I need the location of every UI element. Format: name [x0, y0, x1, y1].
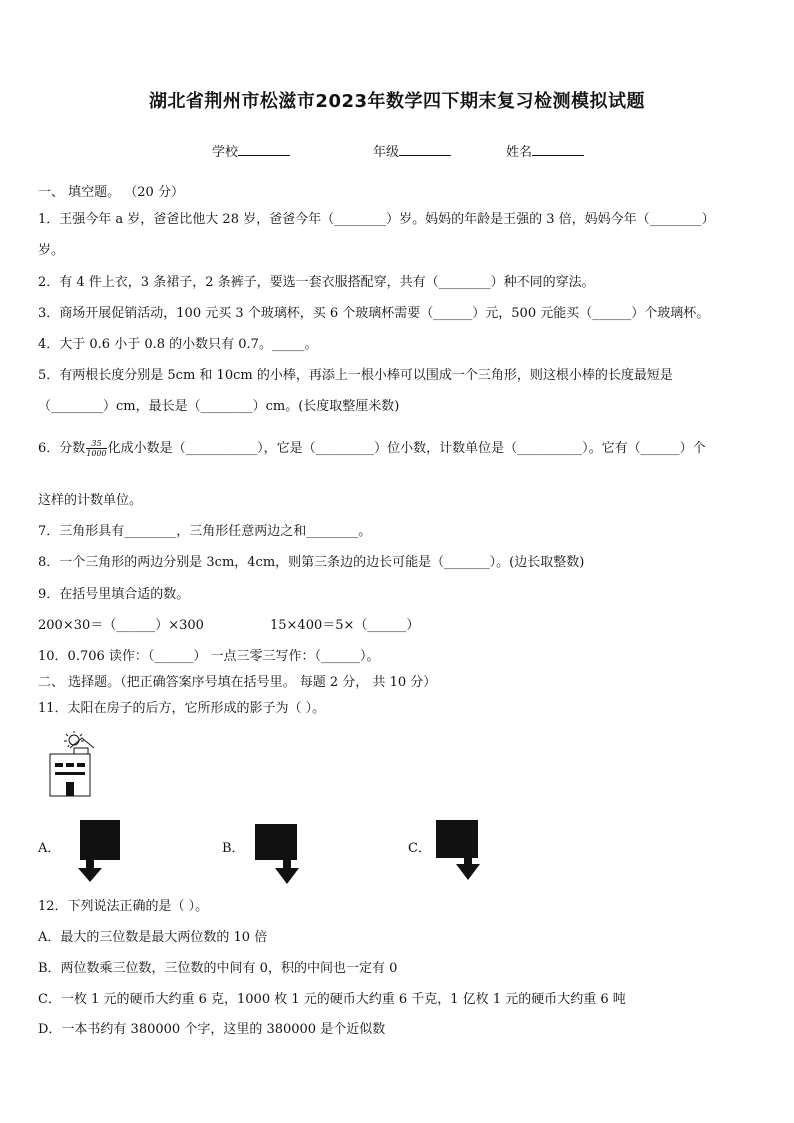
question-11: 11．太阳在房子的后方，它所形成的影子为（ ）。	[38, 701, 326, 716]
option-b-label: B．	[222, 841, 245, 856]
question-9-left: 200×30＝（______）×300	[38, 618, 204, 633]
question-12-option-c[interactable]: C．一枚 1 元的硬币大约重 6 克，1000 枚 1 元的硬币大约重 6 千克，1 亿枚 1 元的硬币大约重 6 吨	[38, 992, 626, 1007]
question-12-option-b[interactable]: B．两位数乘三位数，三位数的中间有 0，积的中间也一定有 0	[38, 961, 398, 976]
name-blank[interactable]	[532, 143, 584, 156]
option-c-label: C．	[408, 841, 431, 856]
school-label: 学校	[212, 145, 239, 160]
shadow-option-a[interactable]	[76, 818, 126, 884]
question-1-cont: 岁。	[38, 243, 65, 258]
fill-section-header: 一、 填空题。 （20 分）	[38, 185, 184, 200]
shadow-option-c[interactable]	[434, 818, 484, 884]
option-a-label: A．	[38, 841, 61, 856]
fraction	[86, 439, 106, 458]
question-1: 1．王强今年 a 岁，爸爸比他大 28 岁，爸爸今年（________）岁。妈妈的年龄是王强的 3 倍，妈妈今年（________）	[38, 212, 715, 227]
question-12: 12．下列说法正确的是（ ）。	[38, 899, 209, 914]
grade-label: 年级	[373, 145, 400, 160]
question-9-right: 15×400＝5×（______）	[270, 618, 420, 633]
question-5: 5．有两根长度分别是 5cm 和 10cm 的小棒，再添上一根小棒可以围成一个三角形，则这根小棒的长度最短是	[38, 368, 673, 383]
question-8: 8．一个三角形的两边分别是 3cm，4cm，则第三条边的边长可能是（_______）。(边长取整数)	[38, 555, 585, 570]
school-blank[interactable]	[238, 143, 290, 156]
question-2: 2．有 4 件上衣，3 条裙子，2 条裤子，要选一套衣服搭配穿，共有（________）种不同的穿法。	[38, 275, 595, 290]
question-4: 4．大于 0.6 小于 0.8 的小数只有 0.7。_____。	[38, 337, 318, 352]
question-6	[38, 437, 706, 458]
fraction-numerator: 35	[86, 439, 106, 449]
page-title: 湖北省荆州市松滋市2023年数学四下期末复习检测模拟试题	[148, 91, 646, 112]
grade-blank[interactable]	[399, 143, 451, 156]
grade-field	[373, 141, 451, 160]
question-9: 9．在括号里填合适的数。	[38, 587, 190, 602]
question-12-option-d[interactable]: D．一本书约有 380000 个字，这里的 380000 是个近似数	[38, 1022, 386, 1037]
question-5-cont: （________）cm，最长是（________）cm。(长度取整厘米数)	[38, 399, 400, 414]
question-6-text: 化成小数是（___________），它是（_________）位小数，计数单位是（__________）。它有（______）个	[107, 441, 706, 456]
house-with-sun-icon	[44, 730, 104, 800]
question-12-option-a[interactable]: A．最大的三位数是最大两位数的 10 倍	[38, 930, 268, 945]
question-6-prefix: 6．分数	[38, 441, 86, 456]
shadow-option-b[interactable]	[253, 818, 303, 886]
choice-section-header: 二、 选择题。（把正确答案序号填在括号里。 每题 2 分， 共 10 分）	[38, 675, 437, 690]
fraction-denominator: 1000	[86, 449, 107, 458]
school-field	[212, 141, 290, 160]
name-label: 姓名	[506, 145, 533, 160]
name-field	[506, 141, 584, 160]
question-6-cont: 这样的计数单位。	[38, 493, 143, 508]
question-10: 10．0.706 读作：（______） 一点三零三写作：（______）。	[38, 649, 380, 664]
question-3: 3．商场开展促销活动，100 元买 3 个玻璃杯，买 6 个玻璃杯需要（______）元，500 元能买（______）个玻璃杯。	[38, 306, 710, 321]
question-7: 7．三角形具有________，三角形任意两边之和________。	[38, 524, 372, 539]
